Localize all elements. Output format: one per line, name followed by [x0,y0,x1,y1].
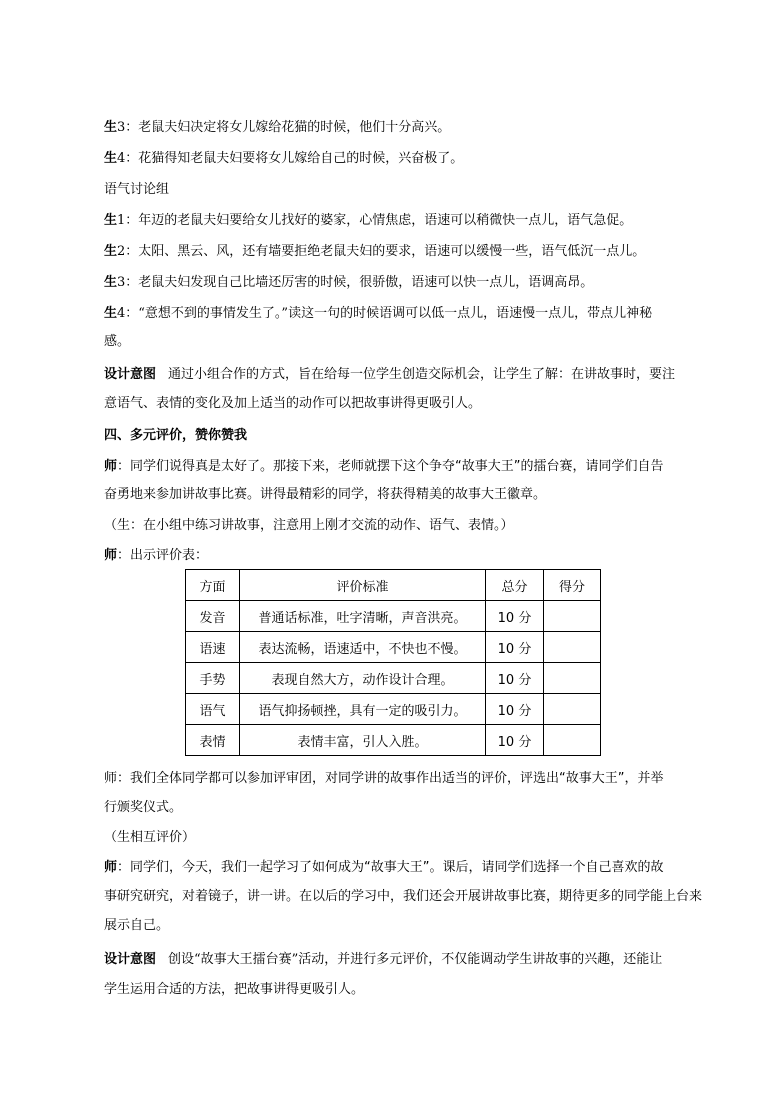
table-cell: 表情丰富，引人入胜。 [240,725,486,756]
table-cell [544,663,601,694]
table-cell [544,601,601,632]
table-cell: 表达流畅，语速适中，不快也不慢。 [240,632,486,663]
continuation-line: 展示自己。 [104,918,170,933]
table-header: 评价标准 [240,570,486,601]
table-cell: 语气 [186,694,240,725]
continuation-line: 感。 [104,334,131,349]
table-cell: 手势 [186,663,240,694]
table-cell: 普通话标准，吐字清晰，声音洪亮。 [240,601,486,632]
table-row [186,601,601,632]
continuation-line: 学生运用合适的方法，把故事讲得更吸引人。 [104,982,365,997]
table-row [186,725,601,756]
table-row [186,632,601,663]
design-intent: 设计意图 创设“故事大王擂台赛”活动，并进行多元评价，不仅能调动学生讲故事的兴趣，还能让 [104,952,663,967]
table-cell: 发音 [186,601,240,632]
table-row [186,663,601,694]
table-cell: 表现自然大方，动作设计合理。 [240,663,486,694]
table-header: 方面 [186,570,240,601]
continuation-line: 奋勇地来参加讲故事比赛。讲得最精彩的同学，将获得精美的故事大王徽章。 [104,487,547,502]
stage-note: （生相互评价） [104,830,196,845]
table-header: 得分 [544,570,601,601]
teacher-line: 师：我们全体同学都可以参加评审团，对同学讲的故事作出适当的评价，评选出“故事大王”，并举 [104,771,664,786]
student-line: 生2：太阳、黑云、风，还有墙要拒绝老鼠夫妇的要求，语速可以缓慢一些，语气低沉一点儿。 [104,244,646,259]
table-header: 总分 [486,570,544,601]
table-cell: 10 分 [486,632,544,663]
table-cell [544,632,601,663]
table-cell: 语气抑扬顿挫，具有一定的吸引力。 [240,694,486,725]
student-line: 生1：年迈的老鼠夫妇要给女儿找好的婆家，心情焦虑，语速可以稍微快一点儿，语气急促。 [104,213,633,228]
section-heading: 四、多元评价，赞你赞我 [104,428,248,443]
table-cell [544,725,601,756]
teacher-line: 师：出示评价表： [104,548,209,563]
table-header-row [186,570,601,601]
table-cell: 10 分 [486,694,544,725]
table-cell: 10 分 [486,725,544,756]
student-line: 生3：老鼠夫妇发现自己比墙还厉害的时候，很骄傲，语速可以快一点儿，语调高昂。 [104,275,594,290]
table-cell: 10 分 [486,601,544,632]
table-row [186,694,601,725]
evaluation-table [185,569,601,756]
stage-note: （生：在小组中练习讲故事，注意用上刚才交流的动作、语气、表情。） [104,518,514,533]
table-cell: 语速 [186,632,240,663]
teacher-line: 师：同学们，今天，我们一起学习了如何成为“故事大王”。课后，请同学们选择一个自己喜欢的故 [104,860,664,875]
student-line: 生4：“意想不到的事情发生了。”读这一句的时候语调可以低一点儿，语速慢一点儿，带点儿神秘 [104,306,653,321]
table-cell: 10 分 [486,663,544,694]
student-line: 生4：花猫得知老鼠夫妇要将女儿嫁给自己的时候，兴奋极了。 [104,151,464,166]
student-line: 生3：老鼠夫妇决定将女儿嫁给花猫的时候，他们十分高兴。 [104,120,451,135]
table-cell: 表情 [186,725,240,756]
design-intent: 设计意图 通过小组合作的方式，旨在给每一位学生创造交际机会，让学生了解：在讲故事时，要注 [104,367,676,382]
teacher-line: 师：同学们说得真是太好了。那接下来，老师就摆下这个争夺“故事大王”的擂台赛，请同学们自告 [104,459,664,474]
table-cell [544,694,601,725]
continuation-line: 意语气、表情的变化及加上适当的动作可以把故事讲得更吸引人。 [104,396,482,411]
continuation-line: 事研究研究，对着镜子，讲一讲。在以后的学习中，我们还会开展讲故事比赛，期待更多的同学能上台来 [104,889,703,904]
group-heading: 语气讨论组 [104,182,170,197]
continuation-line: 行颁奖仪式。 [104,800,183,815]
